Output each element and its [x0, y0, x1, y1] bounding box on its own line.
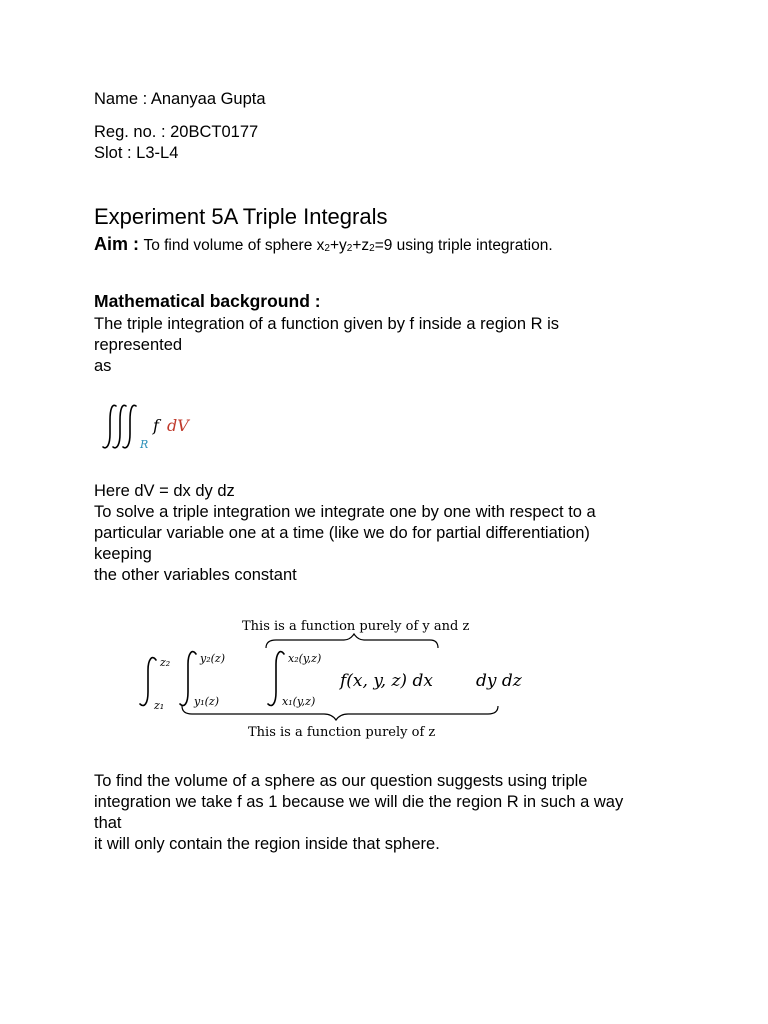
experiment-title: Experiment 5A Triple Integrals [94, 204, 388, 229]
top-brace [266, 634, 438, 648]
iterated-integral-formula [130, 610, 540, 745]
explanation-line-3: particular variable one at a time (like we do for partial differentiation) [94, 524, 590, 542]
aim-y: +y [329, 237, 347, 254]
aim-z: +z [352, 237, 370, 254]
integrand-expression: f(x, y, z) dx [340, 671, 433, 691]
triple-integral-signs [103, 405, 136, 447]
outer-differentials: dy dz [476, 671, 522, 691]
explanation-line-4: keeping [94, 545, 152, 563]
conclusion-line-2: integration we take f as 1 because we will die the region R in such a way [94, 793, 624, 811]
aim-text-before: To find volume of sphere [143, 237, 317, 254]
background-line-2: represented [94, 336, 183, 354]
background-heading: Mathematical background : [94, 291, 321, 311]
background-line-3: as [94, 357, 112, 375]
slot-info: Slot : L3-L4 [94, 144, 179, 162]
aim-exp-z: 2 [369, 243, 375, 254]
region-label: R [140, 438, 149, 451]
triple-integral-formula [100, 398, 220, 458]
bottom-brace [182, 706, 498, 720]
conclusion-line-3: that [94, 814, 122, 832]
lower-limit-y1: y₁(z) [194, 695, 220, 708]
lower-limit-x1: x₁(y,z) [282, 695, 316, 708]
explanation-line-1: Here dV = dx dy dz [94, 482, 235, 500]
background-line-1: The triple integration of a function given by f inside a region R is [94, 315, 560, 333]
explanation-line-5: the other variables constant [94, 566, 297, 584]
conclusion-line-4: it will only contain the region inside that sphere. [94, 835, 440, 853]
upper-limit-x2: x₂(y,z) [288, 652, 322, 665]
conclusion-line-1: To find the volume of a sphere as our question suggests using triple [94, 772, 588, 790]
aim-x: x [316, 237, 325, 254]
aim-exp-y: 2 [346, 243, 353, 254]
aim-line [94, 234, 553, 255]
student-name: Name : Ananyaa Gupta [94, 90, 266, 108]
aim-exp-x: 2 [324, 243, 330, 254]
upper-limit-z2: z₂ [160, 656, 171, 669]
aim-text-after: =9 using triple integration. [374, 237, 553, 254]
lower-limit-z1: z₁ [154, 699, 165, 712]
volume-element: dV [167, 416, 189, 435]
upper-limit-y2: y₂(z) [200, 652, 226, 665]
explanation-line-2: To solve a triple integration we integrate one by one with respect to a [94, 503, 596, 521]
integrand-f: f [153, 416, 159, 435]
bottom-brace-label: This is a function purely of z [248, 725, 436, 740]
aim-label: Aim : [94, 234, 139, 254]
registration-number: Reg. no. : 20BCT0177 [94, 123, 259, 141]
top-brace-label: This is a function purely of y and z [242, 619, 470, 634]
